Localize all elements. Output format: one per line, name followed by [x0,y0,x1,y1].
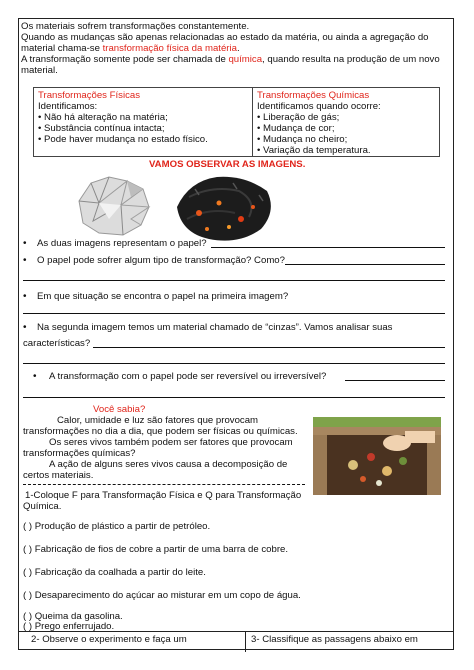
answer-line[interactable] [93,347,445,348]
physical-intro: Identificamos: [38,101,98,112]
bullet-icon: • [23,255,27,266]
bullet-icon: • [23,291,27,302]
exercise-1-item[interactable]: ( ) Produção de plástico a partir de petróleo. [23,521,211,532]
exercise-1-item[interactable]: ( ) Prego enferrujado. [23,621,115,632]
physical-item: • Não há alteração na matéria; [38,112,168,123]
voce-sabia-line: transformações no dia a dia, que podem ser físicas ou químicas. [23,426,298,437]
voce-sabia-line: Os seres vivos também podem ser fatores que provocam [49,437,293,448]
question-4-continued: características? [23,338,91,349]
physical-column [34,88,253,156]
question-3: Em que situação se encontra o papel na primeira imagem? [37,291,289,302]
voce-sabia-line: transformações químicas? [23,448,136,459]
footer-row [19,631,453,652]
exercise-1-item[interactable]: ( ) Fabricação da coalhada a partir do leite. [23,567,206,578]
chemical-item: • Mudança no cheiro; [257,134,348,145]
chemical-column [253,88,439,156]
exercise-3-start: 3- Classifique as passagens abaixo em [251,634,418,645]
crumpled-paper-image [69,171,155,241]
exercise-1-title-cont: Química. [23,501,62,512]
dashed-separator [23,484,305,485]
voce-sabia-title: Você sabia? [93,404,146,415]
question-1: As duas imagens representam o papel? [37,238,207,249]
answer-line[interactable] [23,363,445,364]
chemical-item: • Variação da temperatura. [257,145,371,156]
answer-line[interactable] [285,264,445,265]
question-4: Na segunda imagem temos um material chamado de “cinzas”. Vamos analisar suas [37,322,393,333]
intro-line-4: A transformação somente pode ser chamada de química, quando resulta na produção de um novo [21,54,440,65]
voce-sabia-line: A ação de alguns seres vivos causa a decomposição de [49,459,288,470]
intro-line-3: material chama-se transformação física da matéria. [21,43,240,54]
answer-line[interactable] [23,280,445,281]
bullet-icon: • [23,322,27,333]
chemical-item: • Mudança de cor; [257,123,335,134]
burnt-paper-ashes-image [169,167,279,247]
highlight-chemical: química [228,54,263,65]
question-5: A transformação com o papel pode ser reversível ou irreversível? [49,371,327,382]
answer-line[interactable] [345,380,445,381]
observe-heading: VAMOS OBSERVAR AS IMAGENS. [149,159,306,170]
voce-sabia-line: certos materiais. [23,470,94,481]
compost-photo [313,417,441,495]
answer-line[interactable] [23,397,445,398]
footer-divider [245,632,246,652]
exercise-1-item[interactable]: ( ) Queima da gasolina. [23,611,123,622]
physical-item: • Pode haver mudança no estado físico. [38,134,208,145]
intro-line-1: Os materiais sofrem transformações constantemente. [21,21,250,32]
exercise-2-start: 2- Observe o experimento e faça um [31,634,187,645]
chemical-intro: Identificamos quando ocorre: [257,101,381,112]
bullet-icon: • [23,238,27,249]
worksheet-page [18,18,454,650]
transformations-table [33,87,440,157]
voce-sabia-line: Calor, umidade e luz são fatores que provocam [57,415,259,426]
answer-line[interactable] [23,313,445,314]
exercise-1-item[interactable]: ( ) Fabricação de fios de cobre a partir de uma barra de cobre. [23,544,289,555]
exercise-1-title: 1-Coloque F para Transformação Física e Q para Transformação [25,490,302,501]
bullet-icon: • [33,371,37,382]
chemical-title: Transformações Químicas [257,90,370,101]
intro-line-5: material. [21,65,58,76]
exercise-1-item[interactable]: ( ) Desaparecimento do açúcar ao misturar em um copo de água. [23,590,301,601]
highlight-physical: transformação física da matéria [102,43,237,54]
physical-title: Transformações Físicas [38,90,141,101]
question-2: O papel pode sofrer algum tipo de transformação? Como? [37,255,285,266]
intro-line-2: Quando as mudanças são apenas relacionadas ao estado da matéria, ou ainda a agregação do [21,32,429,43]
answer-line[interactable] [211,247,445,248]
chemical-item: • Liberação de gás; [257,112,340,123]
physical-item: • Substância contínua intacta; [38,123,165,134]
